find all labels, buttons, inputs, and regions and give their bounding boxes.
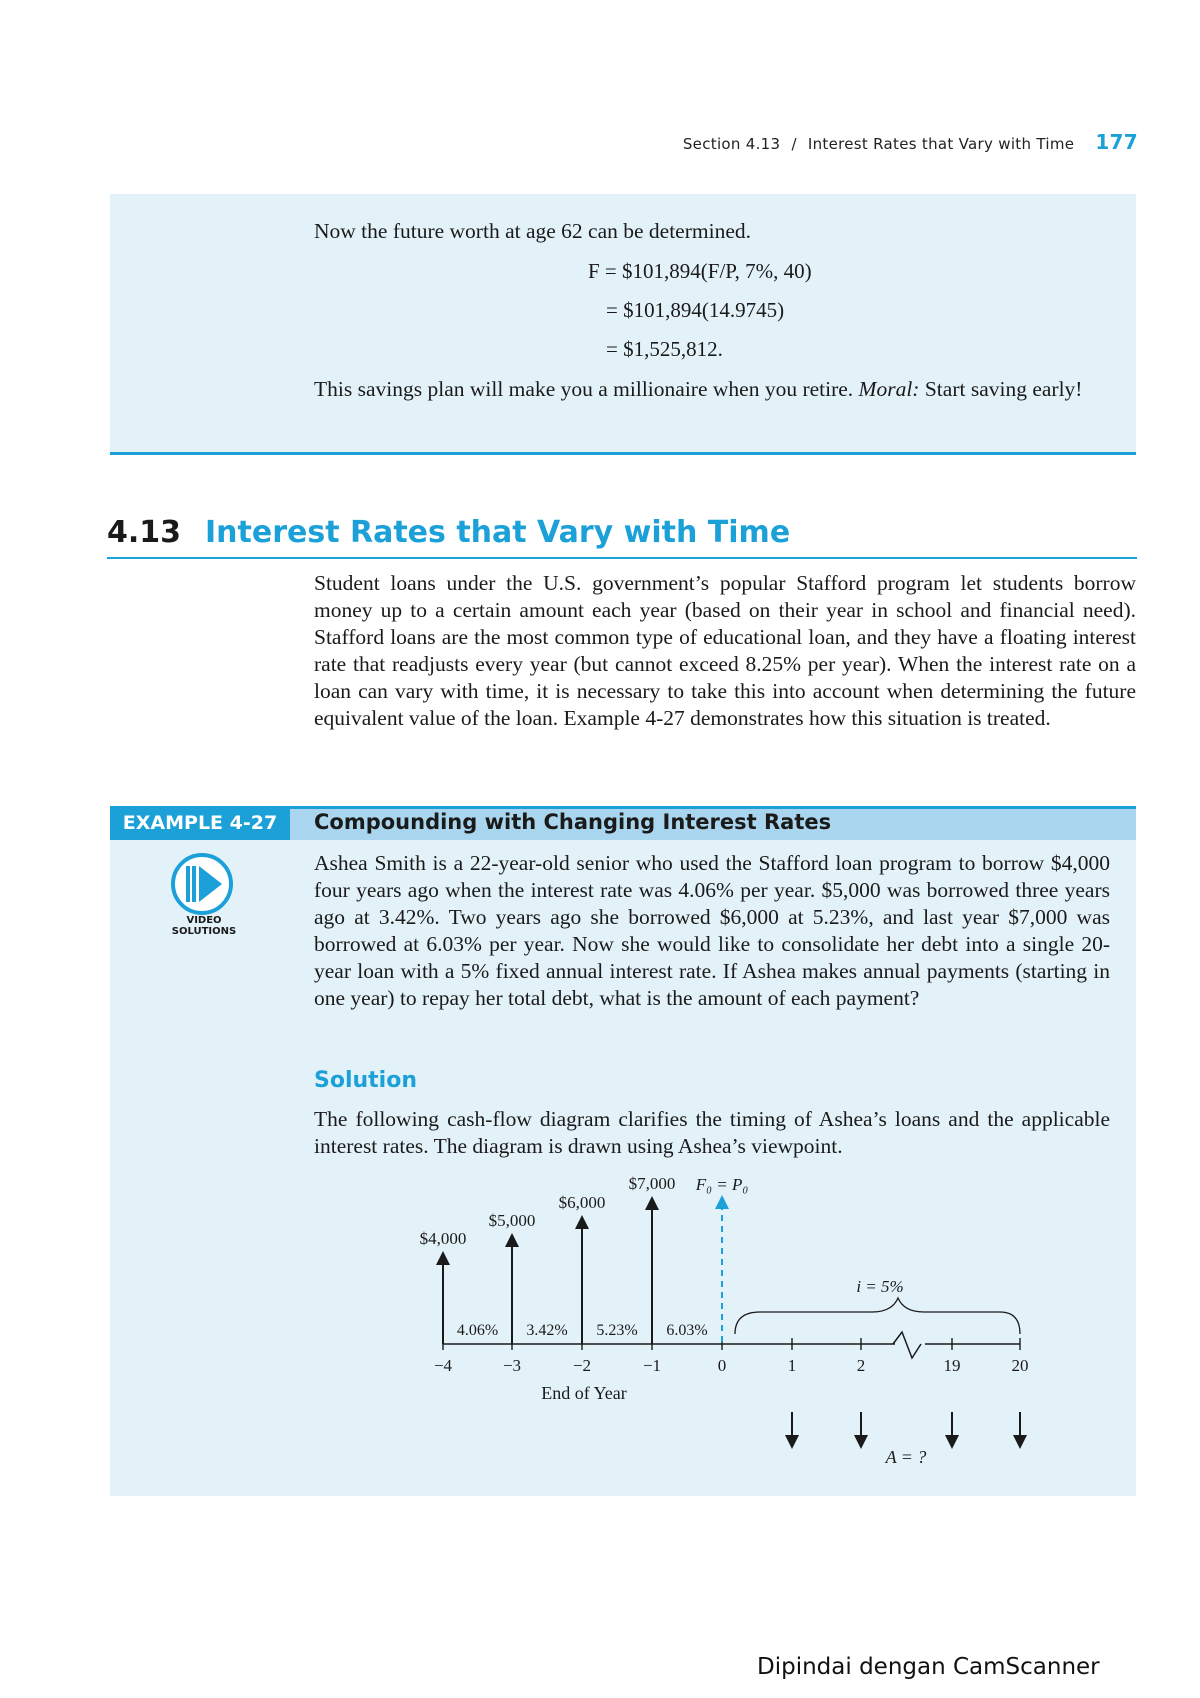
video-label-line-2: SOLUTIONS [171, 926, 237, 937]
period-rate: 4.06% [456, 1322, 499, 1339]
section-body: Student loans under the U.S. government’s popular Stafford program let students borrow money up to a certain amount each year (based on their year in school and financial need). Stafford loans are the most common type of educational loan, and they have a floating interest rate that readjusts every year (but cannot exceed 8.25% per year). When the interest rate on a loan can vary with time, it is necessary to take this into account when determining the future equivalent value of the loan. Example 4-27 demonstrates how this situation is treated. [314, 571, 1136, 730]
section-number: 4.13 [107, 515, 182, 550]
receipt-amount: $6,000 [558, 1193, 606, 1212]
x-axis-label: End of Year [541, 1383, 627, 1403]
header-section-prefix: Section 4.13 [682, 135, 781, 153]
period-rate: 6.03% [666, 1322, 708, 1339]
header-separator: / [791, 135, 797, 153]
moral-text: Start saving early! [924, 377, 1083, 401]
tick-label: −2 [572, 1356, 592, 1375]
period-rate: 3.42% [526, 1322, 568, 1339]
equation-line-3: = $1,525,812. [606, 337, 723, 361]
tick-label: 1 [787, 1356, 797, 1375]
receipt-amount: $7,000 [628, 1174, 676, 1193]
receipt-amount: $4,000 [419, 1229, 467, 1248]
page-number: 177 [1095, 130, 1138, 154]
f0-equals-p0-label: F₀ = P₀ [695, 1175, 749, 1194]
closing-main: This savings plan will make you a millionaire when you retire. [314, 377, 854, 401]
example-label: EXAMPLE 4-27 [110, 806, 290, 840]
axis-tick-labels [434, 1356, 1029, 1375]
scanner-watermark: Dipindai dengan CamScanner [757, 1654, 1100, 1680]
payment-label: A = ? [885, 1447, 927, 1467]
solution-heading: Solution [314, 1068, 417, 1093]
receipt-amount: $5,000 [488, 1211, 536, 1230]
tick-label: −1 [642, 1356, 662, 1375]
example-problem: Ashea Smith is a 22-year-old senior who used the Stafford loan program to borrow $4,000 four years ago when the interest rate was 4.06% per year. $5,000 was borrowed three years ago at 3.42%. Two years ago she borrowed $6,000 at 5.23%, and last year $7,000 was borrowed at 6.03% per year. Now she would like to consolidate her debt into a single 20-year loan with a 5% fixed annual interest rate. If Ashea makes annual payments (starting in one year) to repay her total debt, what is the amount of each payment? [314, 851, 1110, 1010]
repayments [792, 1412, 1020, 1442]
moral-label: Moral: [858, 377, 920, 401]
tick-label: 20 [1011, 1356, 1029, 1375]
solution-text: The following cash-flow diagram clarifies the timing of Ashea’s loans and the applicable interest rates. The diagram is drawn using Ashea’s viewpoint. [314, 1107, 1110, 1158]
tick-label: 2 [856, 1356, 866, 1375]
loan-receipts [420, 1174, 676, 1344]
repayment-brace [735, 1298, 1020, 1334]
header-section-title: Interest Rates that Vary with Time [807, 135, 1075, 153]
continuation-intro: Now the future worth at age 62 can be determined. [314, 219, 752, 243]
video-label-line-1: VIDEO [186, 915, 222, 926]
equation-line-2: = $101,894(14.9745) [606, 298, 785, 322]
fixed-rate-label: i = 5% [856, 1277, 904, 1296]
section-title: Interest Rates that Vary with Time [205, 515, 791, 550]
tick-label: 0 [717, 1356, 727, 1375]
tick-label: 19 [943, 1356, 961, 1375]
tick-label: −3 [502, 1356, 522, 1375]
equation-line-1: F = $101,894(F/P, 7%, 40) [588, 259, 812, 283]
example-title: Compounding with Changing Interest Rates [314, 810, 832, 834]
tick-label: −4 [433, 1356, 453, 1375]
period-rate: 5.23% [596, 1322, 638, 1339]
